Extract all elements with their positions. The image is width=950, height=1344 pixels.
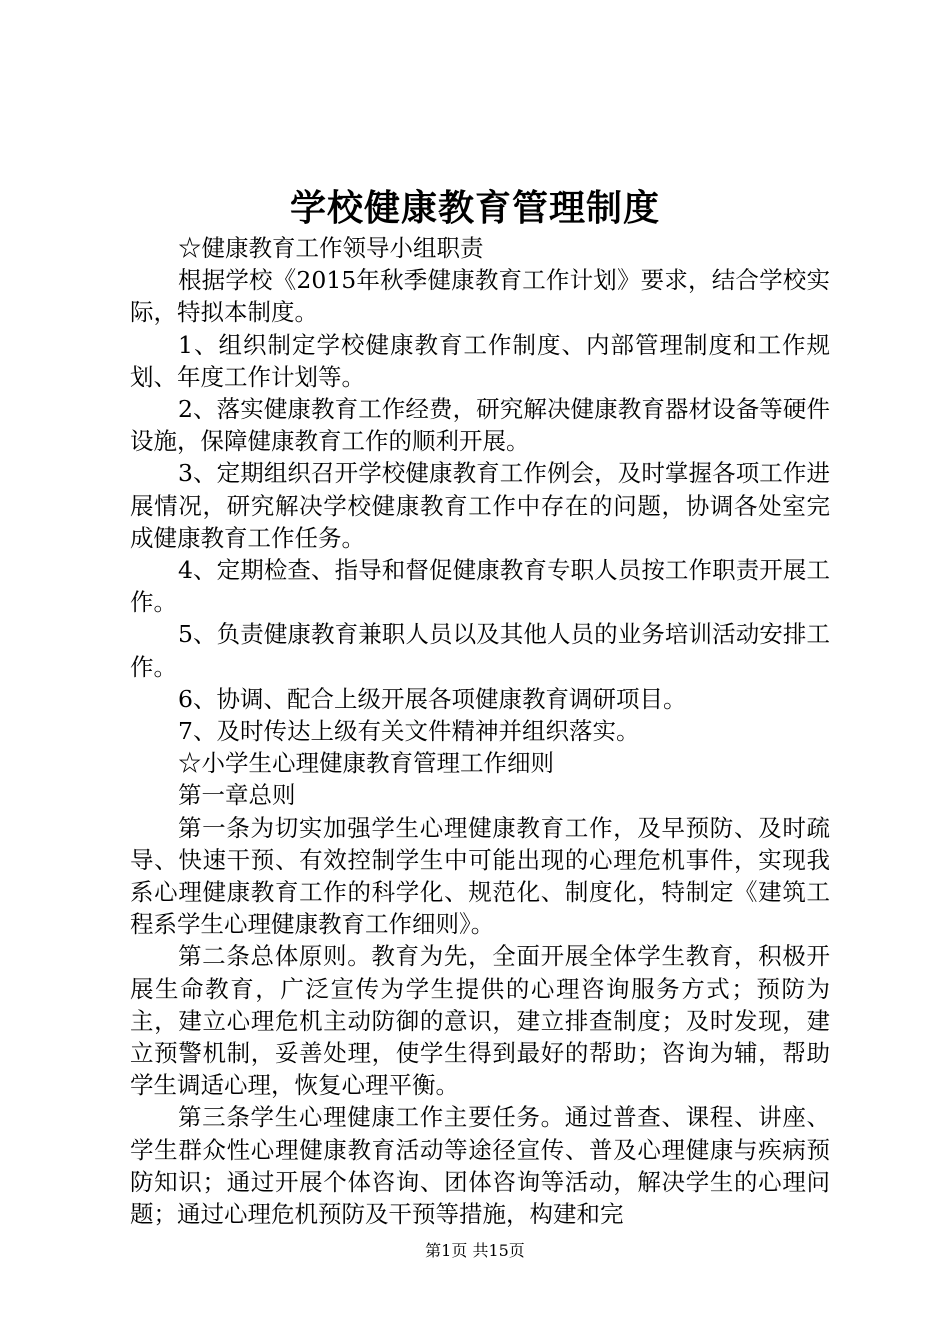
duty-item-5: 5、负责健康教育兼职人员以及其他人员的业务培训活动安排工作。	[130, 620, 830, 681]
section-heading-psychology: ☆小学生心理健康教育管理工作细则	[178, 749, 554, 778]
document-title: 学校健康教育管理制度	[289, 187, 660, 229]
duty-item-6: 6、协调、配合上级开展各项健康教育调研项目。	[178, 684, 687, 713]
duty-item-4: 4、定期检查、指导和督促健康教育专职人员按工作职责开展工作。	[130, 556, 830, 617]
article-3: 第三条学生心理健康工作主要任务。通过普查、课程、讲座、学生群众性心理健康教育活动等途径宣传、普及心理健康与疾病预防知识；通过开展个体咨询、团体咨询等活动，解决学生的心理问题；通过心理危机预防及干预等措施，构建和完	[130, 1103, 830, 1229]
duty-item-7: 7、及时传达上级有关文件精神并组织落实。	[178, 717, 640, 746]
chapter-heading: 第一章总则	[178, 781, 296, 810]
duty-item-3: 3、定期组织召开学校健康教育工作例会，及时掌握各项工作进展情况，研究解决学校健康教育工作中存在的问题，协调各处室完成健康教育工作任务。	[130, 459, 830, 552]
section-heading-leadership: ☆健康教育工作领导小组职责	[178, 234, 484, 262]
page-number-footer: 第1页 共15页	[425, 1241, 525, 1260]
document-body	[130, 232, 830, 1230]
intro-paragraph: 根据学校《2015年秋季健康教育工作计划》要求，结合学校实际，特拟本制度。	[130, 266, 830, 327]
article-1: 第一条为切实加强学生心理健康教育工作，及早预防、及时疏导、快速干预、有效控制学生中可能出现的心理危机事件，实现我系心理健康教育工作的科学化、规范化、制度化，特制定《建筑工程系学生心理健康教育工作细则》。	[130, 813, 830, 939]
duty-item-2: 2、落实健康教育工作经费，研究解决健康教育器材设备等硬件设施，保障健康教育工作的顺利开展。	[130, 395, 830, 456]
article-2: 第二条总体原则。教育为先，全面开展全体学生教育，积极开展生命教育，广泛宣传为学生提供的心理咨询服务方式；预防为主，建立心理危机主动防御的意识，建立排查制度；及时发现，建立预警机制，妥善处理，使学生得到最好的帮助；咨询为辅，帮助学生调适心理，恢复心理平衡。	[130, 942, 830, 1100]
duty-item-1: 1、组织制定学校健康教育工作制度、内部管理制度和工作规划、年度工作计划等。	[130, 330, 830, 391]
